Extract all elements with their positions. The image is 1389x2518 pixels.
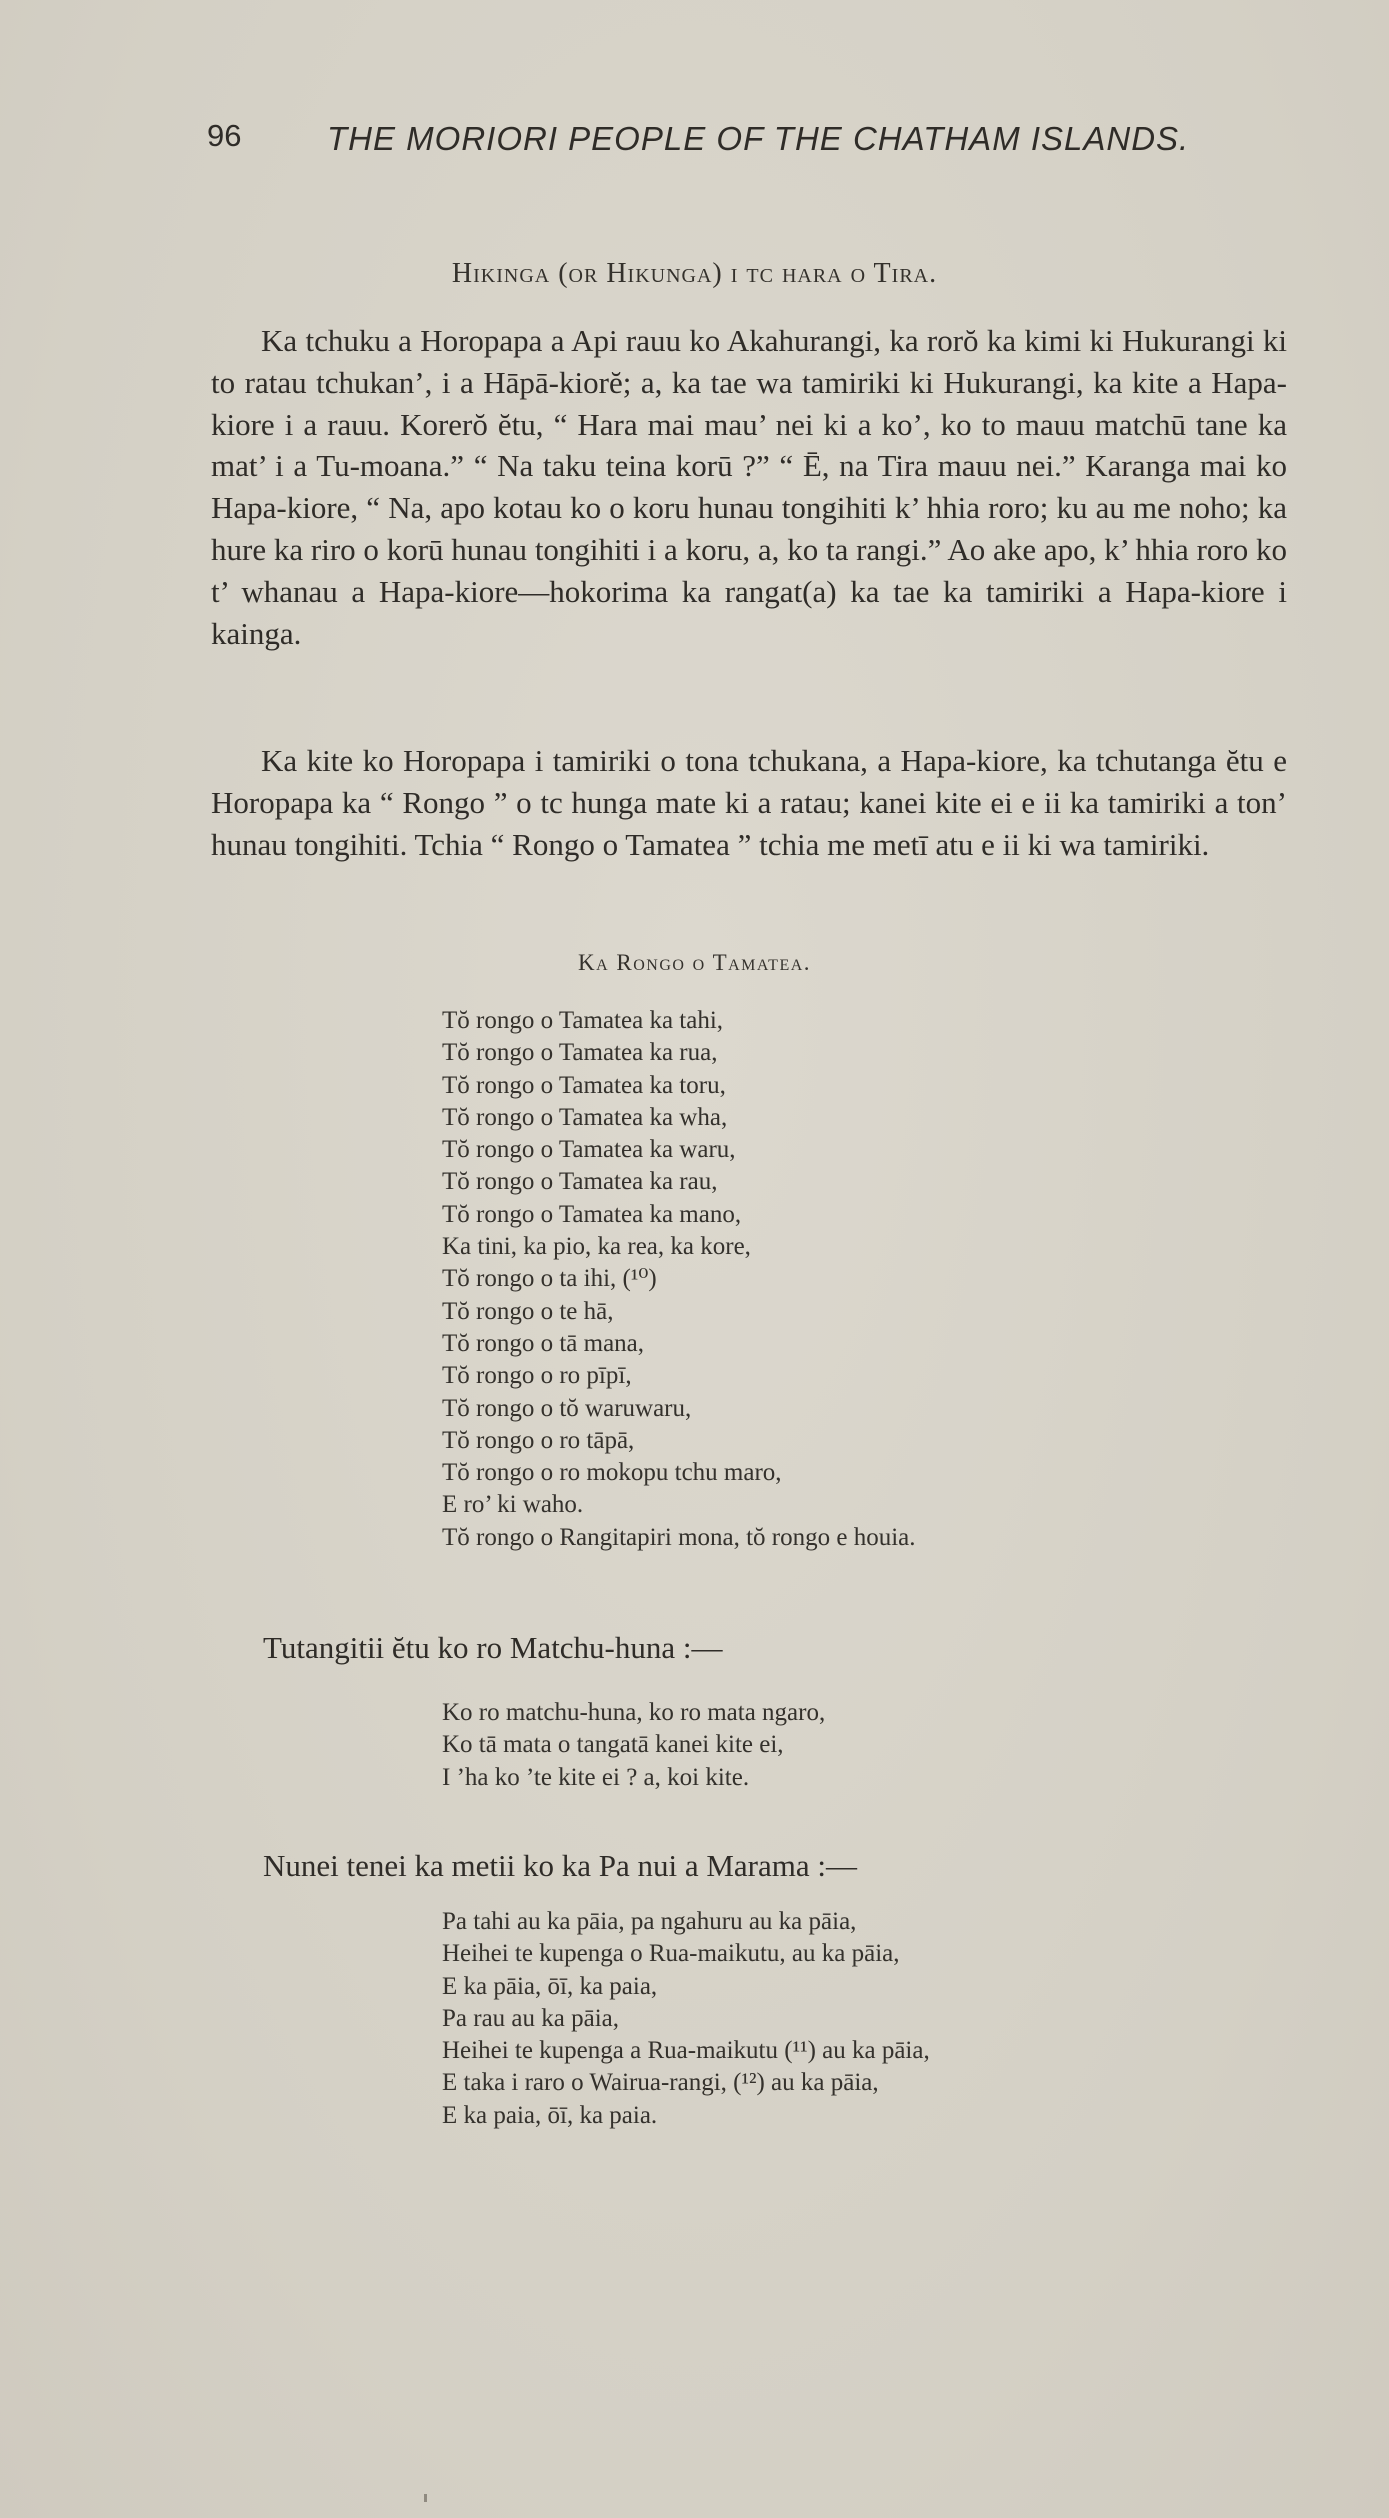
verse-line: E taka i raro o Wairua-rangi, (¹²) au ka pāia,	[442, 2069, 879, 2097]
verse-line: Pa tahi au ka pāia, pa ngahuru au ka pāia,	[442, 1908, 857, 1935]
verse-line: Tŏ rongo o Tamatea ka wha,	[442, 1103, 728, 1131]
verse-line: Pa rau au ka pāia,	[442, 2004, 620, 2032]
verse-line: Tŏ rongo o ta ihi, (¹⁰)	[442, 1265, 657, 1293]
paragraph-2	[211, 740, 1287, 865]
intro-pa-nui-a-marama: Nunei tenei ka metii ko ka Pa nui a Marama :—	[263, 1848, 857, 1883]
verse-line: Tŏ rongo o ro mokopu tchu maro,	[442, 1459, 782, 1487]
verse-line: Tŏ rongo o Tamatea ka toru,	[442, 1071, 726, 1099]
verse-line: E ka paia, ōī, ka paia.	[442, 2101, 658, 2129]
verse-line: Tŏ rongo o Tamatea ka mano,	[442, 1200, 742, 1228]
verse-line: Tŏ rongo o tŏ waruwaru,	[442, 1394, 692, 1422]
intro-matchu-huna: Tutangitii ĕtu ko ro Matchu-huna :—	[263, 1630, 723, 1665]
verse-line: Tŏ rongo o Rangitapiri mona, tŏ rongo e houia.	[442, 1523, 916, 1551]
verse-line: Heihei te kupenga a Rua-maikutu (¹¹) au ka pāia,	[442, 2037, 930, 2065]
paper-speck	[424, 2494, 427, 2502]
verse-line: Tŏ rongo o tā mana,	[442, 1329, 645, 1357]
paragraph-1	[211, 320, 1287, 654]
verse-line: Ko ro matchu-huna, ko ro mata ngaro,	[442, 1699, 826, 1726]
section-heading: Hikinga (or Hikunga) i tc hara o Tira.	[451, 258, 938, 289]
verse-line: E ka pāia, ōī, ka paia,	[442, 1972, 658, 2000]
verse-line: I ’ha ko ’te kite ei ? a, koi kite.	[442, 1763, 750, 1791]
page-number: 96	[207, 118, 242, 153]
verse-line: Heihei te kupenga o Rua-maikutu, au ka pāia,	[442, 1940, 900, 1968]
verse-line: E ro’ ki waho.	[442, 1491, 584, 1519]
verse-line: Ka tini, ka pio, ka rea, ka kore,	[442, 1233, 751, 1261]
running-title: THE MORIORI PEOPLE OF THE CHATHAM ISLANDS.	[327, 120, 1190, 157]
page-header	[207, 118, 1207, 168]
paragraph-text: Ka kite ko Horopapa i tamiriki o tona tchukana, a Hapa-kiore, ka tchutanga ĕtu e Horopapa ka “ Rongo ” o tc hunga mate ki a ratau; kanei kite ei e ii ka tamiriki a ton’ hunau tongihiti. Tchia “ Rongo o Tamatea ” tchia me metī atu e ii ki wa tamiriki.	[211, 743, 1287, 862]
verse-line: Tŏ rongo o ro tāpā,	[442, 1426, 635, 1454]
verse-rongo-o-tamatea	[442, 1005, 1242, 1554]
verse-line: Tŏ rongo o Tamatea ka rua,	[442, 1039, 718, 1067]
paragraph-text: Ka tchuku a Horopapa a Api rauu ko Akahurangi, ka rorŏ ka kimi ki Hukurangi ki to ratau tchukan’, i a Hāpā-kiorĕ; a, ka tae wa tamiriki ki Hukurangi, ka kite a Hapa-kiore i a rauu. Korerŏ ĕtu, “ Hara mai mau’ nei ki a ko’, ko to mauu matchū tane ka mat’ i a Tu-moana.” “ Na taku teina korū ?” “ Ē, na Tira mauu nei.” Karanga mai ko Hapa-kiore, “ Na, apo kotau ko o koru hunau tongihiti k’ hhia roro; ku au me noho; ka hure ka riro o korū hunau tongihiti i a koru, a, ko ta rangi.” Ao ake apo, k’ hhia roro ko t’ whanau a Hapa-kiore—hokorima ka rangat(a) ka tae ka tamiriki a Hapa-kiore i kainga.	[211, 323, 1287, 651]
verse-line: Ko tā mata o tangatā kanei kite ei,	[442, 1731, 784, 1759]
verse-line: Tŏ rongo o Tamatea ka waru,	[442, 1136, 736, 1164]
verse-matchu-huna	[442, 1697, 1242, 1794]
verse-line: Tŏ rongo o ro pīpī,	[442, 1362, 632, 1390]
verse-line: Tŏ rongo o Tamatea ka tahi,	[442, 1007, 724, 1034]
verse-heading: Ka Rongo o Tamatea.	[577, 950, 812, 975]
verse-line: Tŏ rongo o Tamatea ka rau,	[442, 1168, 718, 1196]
verse-line: Tŏ rongo o te hā,	[442, 1297, 614, 1325]
verse-pa-nui-a-marama	[442, 1906, 1242, 2132]
